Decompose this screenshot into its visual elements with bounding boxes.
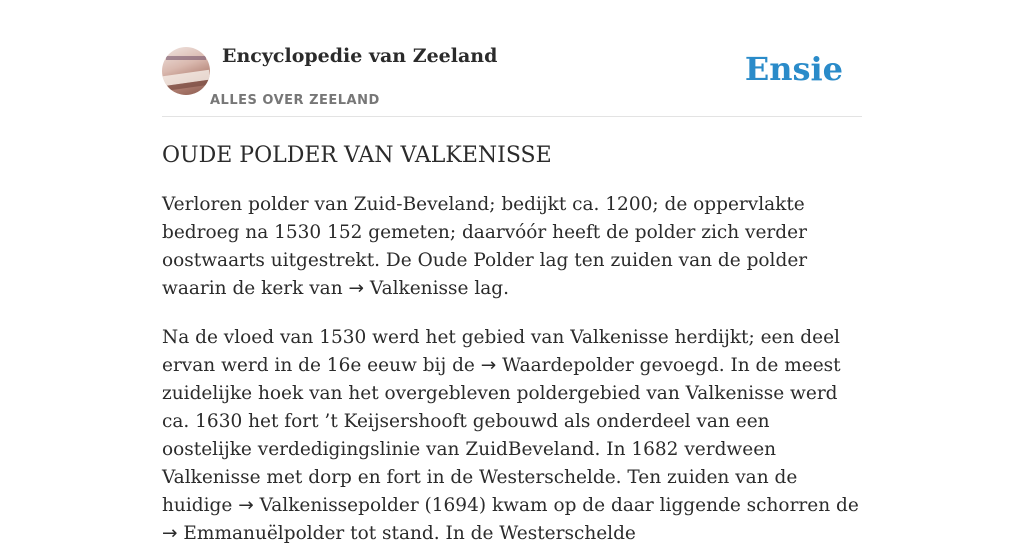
paragraph-text: Verloren polder van Zuid-Beveland; bedijkt ca. 1200; de oppervlakte bedroeg na 1530 152 gemeten; daarvóór heeft de polder zich verder oostwaarts uitgestrekt. De Oude Polder lag ten zuiden van de polder waarin de kerk van xyxy=(162,194,808,299)
site-avatar[interactable] xyxy=(162,47,210,95)
arrow-right-icon: → xyxy=(480,355,497,376)
arrow-right-icon: → xyxy=(162,523,178,544)
paragraph-2 xyxy=(162,324,862,548)
paragraph-1 xyxy=(162,191,862,303)
site-tagline: ALLES OVER ZEELAND xyxy=(210,93,380,108)
paragraph-text: lag. xyxy=(468,278,510,299)
link-emmanuelpolder[interactable] xyxy=(162,523,344,544)
link-valkenissepolder[interactable] xyxy=(238,495,418,516)
link-label: Waardepolder xyxy=(502,355,634,376)
link-valkenisse[interactable] xyxy=(349,278,469,299)
arrow-right-icon: → xyxy=(348,278,365,299)
site-header xyxy=(162,0,862,117)
link-waardepolder[interactable] xyxy=(481,355,634,376)
page xyxy=(162,0,862,548)
paragraph-text: (1694) kwam op de daar liggende schorren de xyxy=(418,495,859,516)
article-title: OUDE POLDER VAN VALKENISSE xyxy=(162,143,552,168)
paragraph-text: Na de vloed van 1530 werd het gebied van Valkenisse herdijkt; een deel ervan werd in de 16e eeuw bij de xyxy=(162,327,840,376)
arrow-right-icon: → xyxy=(238,495,254,516)
link-label: Valkenissepolder xyxy=(259,495,419,516)
ensie-logo-link[interactable]: Ensie xyxy=(744,50,843,88)
link-label: Emmanuëlpolder xyxy=(183,523,345,544)
site-title[interactable]: Encyclopedie van Zeeland xyxy=(222,45,498,67)
paragraph-text: gevoegd. In de meest zuidelijke hoek van het overgebleven poldergebied van Valkenisse werd ca. 1630 het fort ’t Keijsershooft gebouwd als onderdeel van een oostelijke verdedigingslinie van ZuidBeveland. In 1682 verdween Valkenisse met dorp en fort in de Westerschelde. Ten zuiden van de huidige xyxy=(162,355,841,516)
paragraph-text: tot stand. In de Westerschelde xyxy=(344,523,636,544)
article-body xyxy=(162,191,862,548)
link-label: Valkenisse xyxy=(369,278,469,299)
